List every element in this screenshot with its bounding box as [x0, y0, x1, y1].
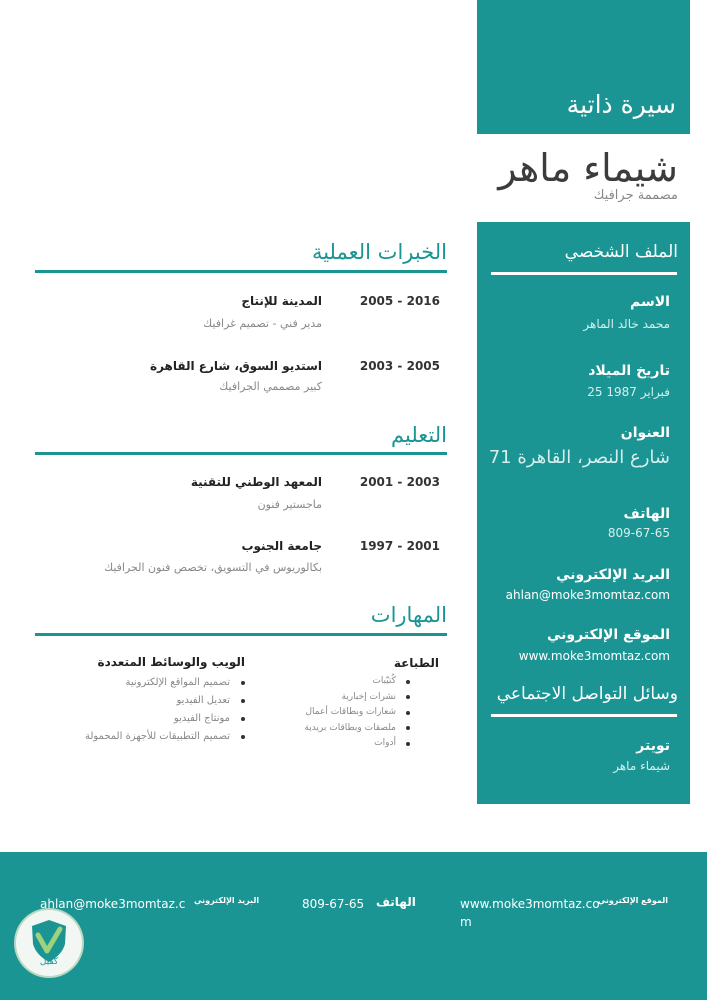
- list-item: شعارات وبطاقات أعمال: [270, 705, 410, 721]
- list-item: كُتيّبات: [270, 674, 410, 690]
- logo: [16, 910, 82, 976]
- birthdate-value: 25 فبراير 1987: [587, 385, 670, 399]
- footer-website-label: الموقع الإلكتروني: [597, 896, 668, 905]
- list-item: ملصقات وبطاقات بريدية: [270, 721, 410, 737]
- footer-phone-label: الهاتف: [376, 895, 416, 909]
- address-value: 71 شارع النصر، القاهرة: [488, 447, 670, 468]
- education-divider: [35, 452, 447, 455]
- list-item: أدوات: [270, 736, 410, 752]
- skills-title: المهارات: [370, 603, 447, 627]
- education-1-desc: ماجستير فنون: [257, 498, 322, 511]
- person-name: شيماء ماهر: [498, 146, 678, 190]
- education-2-desc: بكالوريوس في التسويق، تخصص فنون الجرافيك: [104, 561, 322, 574]
- education-2-org: جامعة الجنوب: [241, 539, 322, 553]
- phone-value: 809-67-65: [607, 526, 670, 540]
- twitter-value[interactable]: شيماء ماهر: [613, 759, 670, 773]
- website-label: الموقع الإلكتروني: [547, 627, 670, 643]
- profile-heading: الملف الشخصي: [564, 242, 678, 262]
- experience-divider: [35, 270, 447, 273]
- name-value: محمد خالد الماهر: [583, 317, 670, 331]
- email-value[interactable]: ahlan@moke3momtaz.com: [505, 588, 670, 602]
- skills-web-heading: الويب والوسائط المتعددة: [97, 655, 245, 669]
- social-divider: [491, 714, 677, 717]
- phone-label: الهاتف: [623, 506, 670, 522]
- skills-web-list: [45, 674, 245, 746]
- experience-2-dates: 2003 - 2005: [359, 359, 440, 373]
- address-label: العنوان: [620, 425, 670, 441]
- list-item: تعديل الفيديو: [45, 692, 245, 710]
- twitter-label: تويتر: [636, 738, 670, 754]
- person-role: مصممة جرافيك: [593, 188, 678, 203]
- experience-title: الخبرات العملية: [311, 240, 447, 264]
- experience-1-desc: مدير فني - تصميم غرافيك: [203, 317, 322, 330]
- experience-2-desc: كبير مصممي الجرافيك: [219, 380, 322, 393]
- experience-2-org: استديو السوق، شارع القاهرة: [150, 359, 322, 373]
- education-1-org: المعهد الوطني للتقنية: [190, 475, 322, 489]
- cv-title: سيرة ذاتية: [566, 90, 676, 119]
- skills-print-heading: الطباعة: [393, 656, 439, 670]
- skills-print-list: [270, 674, 410, 752]
- education-1-dates: 2001 - 2003: [359, 475, 440, 489]
- list-item: نشرات إخبارية: [270, 690, 410, 706]
- footer-phone[interactable]: 809-67-65: [302, 897, 365, 911]
- website-value[interactable]: www.moke3momtaz.com: [518, 649, 670, 663]
- footer-email-label: البريد الإلكتروني: [194, 896, 260, 905]
- experience-1-org: المدينة للإنتاج: [241, 294, 322, 308]
- list-item: تصميم المواقع الإلكترونية: [45, 674, 245, 692]
- birthdate-label: تاريخ الميلاد: [588, 363, 670, 379]
- email-label: البريد الإلكتروني: [556, 567, 670, 583]
- experience-1-dates: 2005 - 2016: [359, 294, 440, 308]
- footer-bar: [0, 852, 707, 1000]
- list-item: تصميم التطبيقات للأجهزة المحمولة: [45, 728, 245, 746]
- profile-sidebar: [477, 222, 690, 804]
- footer-email[interactable]: ahlan@moke3momtaz.c: [40, 897, 186, 911]
- footer-website[interactable]: www.moke3momtaz.com: [460, 897, 600, 929]
- name-label: الاسم: [630, 294, 670, 310]
- header-box: [477, 0, 690, 134]
- education-2-dates: 1997 - 2001: [359, 539, 440, 553]
- list-item: مونتاج الفيديو: [45, 710, 245, 728]
- logo-text: كفيل: [39, 957, 59, 967]
- social-heading: وسائل التواصل الاجتماعي: [496, 684, 678, 704]
- education-title: التعليم: [391, 423, 447, 447]
- skills-divider: [35, 633, 447, 636]
- profile-divider: [491, 272, 677, 275]
